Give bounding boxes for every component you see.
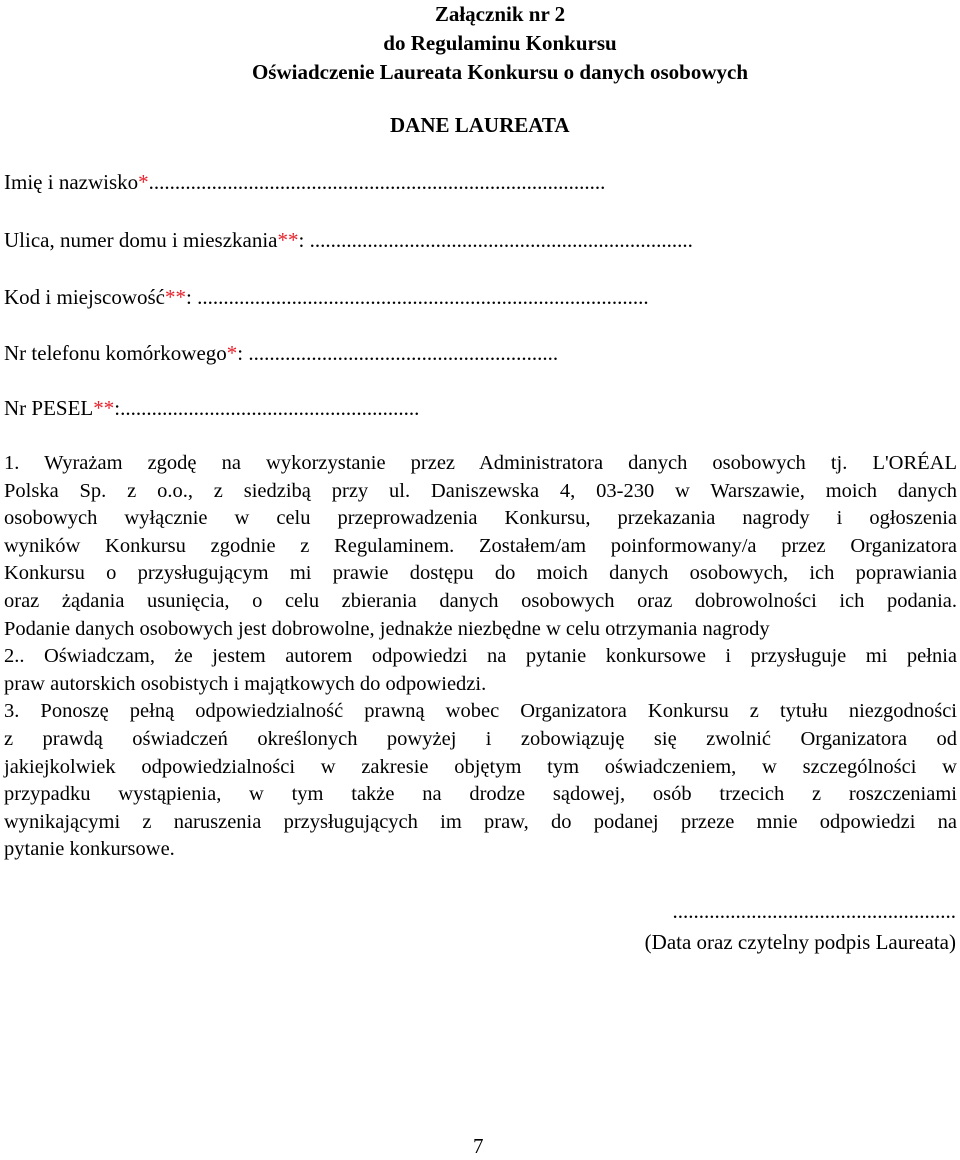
field-label: Kod i miejscowość <box>4 285 165 309</box>
paragraph-line: jakiejkolwiek odpowiedzialności w zakresie objętym tym oświadczeniem, w szczególności w <box>4 755 957 778</box>
field-full-name[interactable] <box>4 168 605 196</box>
paragraph-line: przypadku wystąpienia, w tym także na drodze sądowej, osób trzecich z roszczeniami <box>4 783 957 806</box>
paragraph-line: osobowych wyłącznie w celu przeprowadzenia Konkursu, przekazania nagrody i ogłoszenia <box>4 507 957 530</box>
field-postal-code-city[interactable]: Kod i miejscowość**: ...................................................................................... <box>4 285 649 309</box>
paragraph-line: 2.. Oświadczam, że jestem autorem odpowiedzi na pytanie konkursowe i przysługuje mi pełnia <box>4 645 957 668</box>
consent-paragraph <box>4 450 957 643</box>
fill-in-line[interactable]: ......................................................... <box>120 396 420 420</box>
fill-in-line[interactable]: ...................................................................................... <box>191 285 649 309</box>
paragraph-line: 3. Ponoszę pełną odpowiedzialność prawną wobec Organizatora Konkursu z tytułu niezgodności <box>4 700 957 723</box>
field-label: Ulica, numer domu i mieszkania <box>4 228 278 252</box>
required-asterisk: ** <box>93 396 115 420</box>
paragraph-line: wynikającymi z naruszenia przysługujących im praw, do podanej przeze mnie odpowiedzi na <box>4 810 957 833</box>
signature-label: (Data oraz czytelny podpis Laureata) <box>644 930 956 954</box>
regulation-reference: do Regulaminu Konkursu <box>383 31 617 55</box>
required-asterisk: * <box>226 341 238 365</box>
required-asterisk: ** <box>164 285 186 309</box>
liability-paragraph <box>4 698 957 864</box>
fill-in-line[interactable]: ....................................................................................... <box>148 170 606 194</box>
statement-body <box>4 450 957 864</box>
field-label: Nr PESEL <box>4 396 94 420</box>
document-header <box>0 0 960 87</box>
paragraph-line: pytanie konkursowe. <box>4 838 175 861</box>
paragraph-line: z prawdą oświadczeń określonych powyżej i zobowiązuję się zwolnić Organizatora od <box>4 727 957 750</box>
paragraph-line: praw autorskich osobistych i majątkowych do odpowiedzi. <box>4 672 487 695</box>
authorship-paragraph <box>4 643 957 698</box>
field-label: Imię i nazwisko <box>4 170 139 194</box>
fill-in-line[interactable]: ......................................................................... <box>304 228 693 252</box>
field-label: Nr telefonu komórkowego <box>4 341 227 365</box>
field-pesel[interactable]: Nr PESEL**:......................................................... <box>4 396 420 420</box>
paragraph-line: wyników Konkursu zgodnie z Regulaminem. Zostałem/am poinformowany/a przez Organizatora <box>4 534 957 557</box>
section-title: DANE LAUREATA <box>390 113 570 137</box>
statement-title: Oświadczenie Laureata Konkursu o danych osobowych <box>251 60 749 84</box>
paragraph-line: Polska Sp. z o.o., z siedzibą przy ul. Daniszewska 4, 03-230 w Warszawie, moich danych <box>4 479 957 502</box>
paragraph-line: oraz żądania usunięcia, o celu zbierania danych osobowych oraz dobrowolności ich podania. <box>4 589 957 612</box>
page-number: 7 <box>473 1134 484 1158</box>
paragraph-line: 1. Wyrażam zgodę na wykorzystanie przez Administratora danych osobowych tj. L'ORÉAL <box>4 452 957 474</box>
attachment-title: Załącznik nr 2 <box>434 2 566 26</box>
required-asterisk: * <box>138 170 149 194</box>
paragraph-line: Konkursu o przysługującym mi prawie dostępu do moich danych osobowych, ich poprawiania <box>4 562 957 585</box>
fill-in-line[interactable]: ........................................................... <box>243 341 559 365</box>
paragraph-line: Podanie danych osobowych jest dobrowolne, jednakże niezbędne w celu otrzymania nagrody <box>4 617 770 640</box>
field-mobile-phone[interactable]: Nr telefonu komórkowego*: ........................................................... <box>4 341 559 365</box>
signature-line[interactable]: ...................................................... <box>672 899 956 923</box>
required-asterisk: ** <box>277 228 299 252</box>
field-street-address[interactable]: Ulica, numer domu i mieszkania**: ......................................................................... <box>4 228 693 252</box>
